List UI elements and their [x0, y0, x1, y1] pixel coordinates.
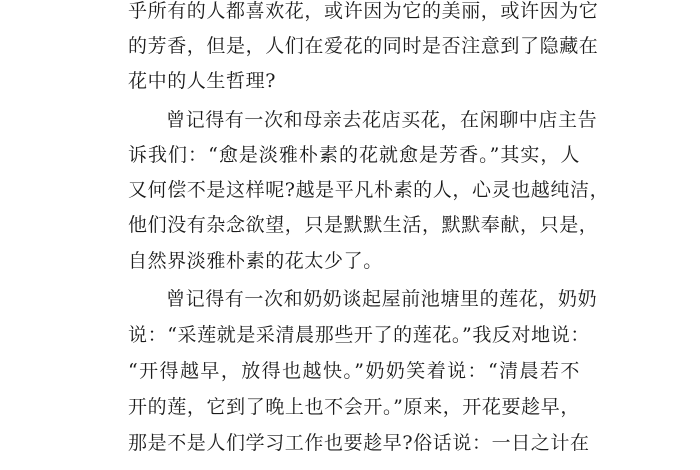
- text-line: 又何偿不是这样呢?越是平凡朴素的人，心灵也越纯洁，: [128, 179, 610, 201]
- text-line: 那是不是人们学习工作也要趁早?俗话说：一日之计在: [128, 432, 590, 454]
- text-line: 的芳香，但是，人们在爱花的同时是否注意到了隐藏在: [128, 35, 599, 57]
- text-line: 说：“采莲就是采清晨那些开了的莲花。”我反对地说：: [128, 324, 590, 346]
- text-line: 曾记得有一次和母亲去花店买花，在闲聊中店主告: [166, 109, 598, 131]
- text-line: 花中的人生哲理?: [128, 70, 276, 92]
- text-line: 诉我们：“愈是淡雅朴素的花就愈是芳香。”其实，人: [128, 144, 580, 166]
- text-line: 自然界淡雅朴素的花太少了。: [128, 250, 383, 272]
- text-line: 开的莲，它到了晚上也不会开。”原来，开花要趁早，: [128, 396, 580, 418]
- text-line: “开得越早，放得也越快。”奶奶笑着说：“清晨若不: [128, 360, 580, 382]
- text-line: 乎所有的人都喜欢花，或许因为它的美丽，或许因为它: [128, 0, 599, 22]
- text-line: 他们没有杂念欲望，只是默默生活，默默奉献，只是，: [128, 214, 599, 236]
- text-line: 曾记得有一次和奶奶谈起屋前池塘里的莲花，奶奶: [166, 288, 598, 310]
